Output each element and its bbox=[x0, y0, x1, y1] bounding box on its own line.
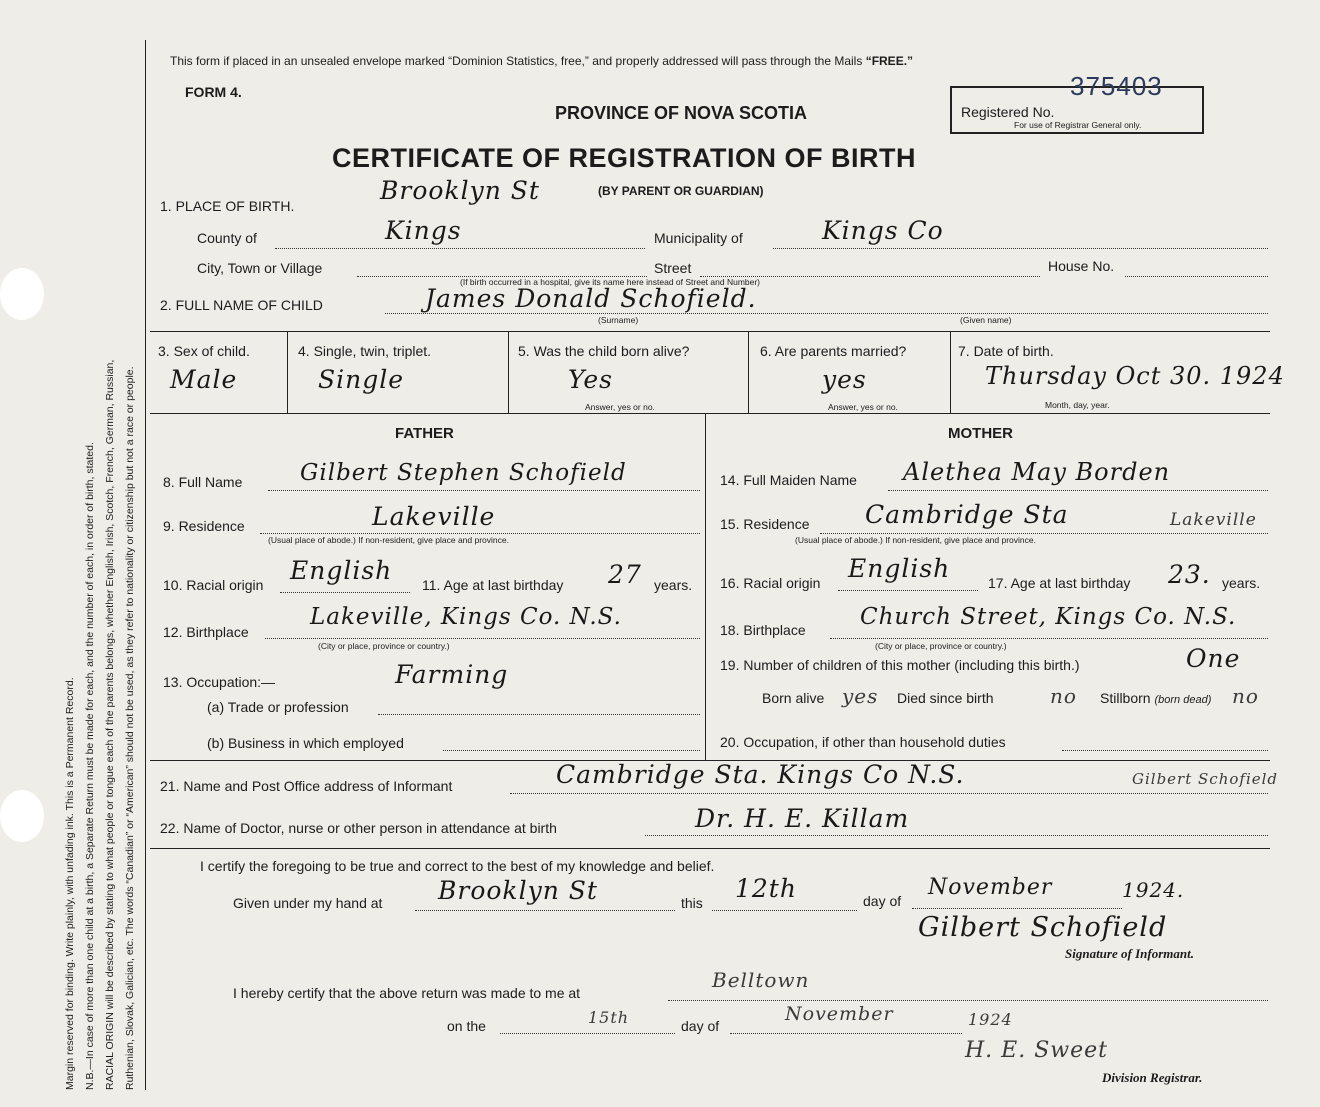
city-label: City, Town or Village bbox=[197, 260, 323, 276]
father-age-value: 27 bbox=[608, 560, 642, 589]
born-alive-count-label: Born alive bbox=[762, 690, 825, 706]
business-label: (b) Business in which employed bbox=[207, 735, 404, 751]
stillborn-value: no bbox=[1232, 684, 1259, 708]
given-name-note: (Given name) bbox=[960, 315, 1012, 325]
plurality-label: 4. Single, twin, triplet. bbox=[298, 343, 432, 359]
mother-age-value: 23. bbox=[1168, 560, 1211, 589]
by-parent-note: (BY PARENT OR GUARDIAN) bbox=[598, 184, 764, 198]
registrar-place-value: Belltown bbox=[712, 968, 810, 992]
registrar-day-value: 15th bbox=[588, 1008, 630, 1027]
mother-birthplace-note: (City or place, province or country.) bbox=[875, 641, 1007, 651]
mother-abode-note: (Usual place of abode.) If non-resident, give place and province. bbox=[795, 535, 1036, 545]
house-label: House No. bbox=[1048, 258, 1115, 274]
father-birthplace-label: 12. Birthplace bbox=[163, 624, 249, 640]
child-name-label: 2. FULL NAME OF CHILD bbox=[160, 297, 323, 313]
informant-label: 21. Name and Post Office address of Informant bbox=[160, 778, 453, 794]
father-name-value: Gilbert Stephen Schofield bbox=[300, 460, 627, 486]
registered-number: 375403 bbox=[1070, 71, 1163, 101]
married-value: yes bbox=[822, 365, 867, 394]
signature-label: Signature of Informant. bbox=[1065, 946, 1194, 961]
married-note: Answer, yes or no. bbox=[828, 402, 898, 412]
plurality-value: Single bbox=[318, 365, 405, 394]
father-name-label: 8. Full Name bbox=[163, 474, 243, 490]
margin-note-2: N.B.—In case of more than one child at a birth, a Separate Return must be made for each, and the number of each, in order of birth, stated. bbox=[84, 442, 96, 1090]
surname-note: (Surname) bbox=[598, 315, 639, 325]
mother-years: years. bbox=[1222, 575, 1261, 591]
registrar-month-value: November bbox=[785, 1003, 894, 1025]
father-heading: FATHER bbox=[395, 425, 454, 442]
county-label: County of bbox=[197, 230, 257, 246]
doctor-label: 22. Name of Doctor, nurse or other person in attendance at birth bbox=[160, 820, 557, 836]
registrar-use-note: For use of Registrar General only. bbox=[1014, 120, 1142, 130]
died-since-label: Died since birth bbox=[897, 690, 994, 706]
registrar-year-value: 1924 bbox=[968, 1010, 1013, 1029]
given-under-label: Given under my hand at bbox=[233, 895, 383, 911]
father-race-label: 10. Racial origin bbox=[163, 577, 264, 593]
on-the-label: on the bbox=[447, 1018, 486, 1034]
year-value: 1924. bbox=[1122, 878, 1185, 902]
father-residence-value: Lakeville bbox=[372, 502, 496, 531]
children-count-label: 19. Number of children of this mother (including this birth.) bbox=[720, 657, 1080, 673]
margin-note-3: RACIAL ORIGIN will be described by stating to what people or tongue each of the parents belongs, whether English, Irish, Scotch, French, German, Russian, bbox=[104, 359, 116, 1090]
page-title: CERTIFICATE OF REGISTRATION OF BIRTH bbox=[332, 143, 916, 173]
mother-residence-extra: Lakeville bbox=[1170, 510, 1257, 530]
father-abode-note: (Usual place of abode.) If non-resident, give place and province. bbox=[268, 535, 509, 545]
father-birthplace-note: (City or place, province or country.) bbox=[318, 641, 450, 651]
father-race-value: English bbox=[290, 556, 393, 585]
father-years: years. bbox=[654, 577, 693, 593]
dob-value: Thursday Oct 30. 1924 bbox=[985, 362, 1285, 390]
mother-occupation-label: 20. Occupation, if other than household duties bbox=[720, 734, 1006, 750]
place-of-birth-value: Brooklyn St bbox=[380, 176, 540, 205]
this-label: this bbox=[681, 895, 703, 911]
born-alive-value: Yes bbox=[568, 365, 613, 394]
day-value: 12th bbox=[735, 874, 797, 903]
street-label: Street bbox=[654, 260, 692, 276]
informant-signature: Gilbert Schofield bbox=[918, 912, 1168, 943]
children-count-value: One bbox=[1186, 644, 1241, 673]
form-number: FORM 4. bbox=[185, 84, 242, 100]
mail-notice: This form if placed in an unsealed envelope marked “Dominion Statistics, free,” and properly addressed will pass through the Mails “FREE.” bbox=[170, 54, 914, 68]
mother-heading: MOTHER bbox=[948, 425, 1013, 442]
trade-label: (a) Trade or profession bbox=[207, 699, 349, 715]
mother-residence-value: Cambridge Sta bbox=[865, 500, 1069, 529]
informant-name: Gilbert Schofield bbox=[1132, 770, 1279, 788]
informant-value: Cambridge Sta. Kings Co N.S. bbox=[556, 760, 965, 789]
margin-note-4: Ruthenian, Slovak, Galician, etc. The words “Canadian” or “American” should not be used, as they refer to nationality or citizenship but not a race or people. bbox=[124, 366, 136, 1090]
sex-label: 3. Sex of child. bbox=[158, 343, 250, 359]
certify-text: I certify the foregoing to be true and correct to the best of my knowledge and belief. bbox=[200, 858, 715, 874]
mother-birthplace-value: Church Street, Kings Co. N.S. bbox=[860, 604, 1237, 630]
margin-note-1: Margin reserved for binding. Write plainly, with unfading ink. This is a Permanent Record. bbox=[64, 677, 76, 1090]
punch-hole-bottom bbox=[0, 790, 44, 842]
born-alive-label: 5. Was the child born alive? bbox=[518, 343, 690, 359]
punch-hole-top bbox=[0, 268, 44, 320]
given-place-value: Brooklyn St bbox=[438, 876, 598, 905]
born-alive-count-value: yes bbox=[842, 684, 879, 708]
hospital-note: (If birth occurred in a hospital, give its name here instead of Street and Number) bbox=[460, 277, 761, 287]
municipality-label: Municipality of bbox=[654, 230, 743, 246]
mother-race-value: English bbox=[848, 554, 951, 583]
born-alive-note: Answer, yes or no. bbox=[585, 402, 655, 412]
dob-label: 7. Date of birth. bbox=[958, 343, 1054, 359]
margin-rule bbox=[145, 40, 146, 1090]
father-occupation-value: Farming bbox=[395, 660, 509, 689]
day-of-label: day of bbox=[863, 893, 902, 909]
mother-name-value: Alethea May Borden bbox=[903, 458, 1171, 486]
county-value: Kings bbox=[385, 216, 462, 245]
municipality-value: Kings Co bbox=[822, 216, 944, 245]
stillborn-label: Stillborn (born dead) bbox=[1100, 690, 1212, 706]
month-value: November bbox=[928, 875, 1053, 900]
mother-name-label: 14. Full Maiden Name bbox=[720, 472, 857, 488]
province-heading: PROVINCE OF NOVA SCOTIA bbox=[555, 103, 808, 123]
child-name-value: James Donald Schofield. bbox=[425, 284, 757, 313]
father-birthplace-value: Lakeville, Kings Co. N.S. bbox=[310, 604, 622, 630]
died-since-value: no bbox=[1050, 684, 1077, 708]
registered-label: Registered No. bbox=[961, 104, 1055, 120]
doctor-value: Dr. H. E. Killam bbox=[695, 804, 910, 833]
married-label: 6. Are parents married? bbox=[760, 343, 907, 359]
father-occupation-label: 13. Occupation:— bbox=[163, 674, 276, 690]
father-residence-label: 9. Residence bbox=[163, 518, 245, 534]
mother-race-label: 16. Racial origin bbox=[720, 575, 821, 591]
registrar-label: Division Registrar. bbox=[1102, 1070, 1203, 1085]
registrar-signature: H. E. Sweet bbox=[965, 1038, 1108, 1063]
sex-value: Male bbox=[170, 365, 238, 394]
registrar-day-of-label: day of bbox=[681, 1018, 720, 1034]
mother-age-label: 17. Age at last birthday bbox=[988, 575, 1131, 591]
dob-note: Month, day, year. bbox=[1045, 400, 1110, 410]
mother-birthplace-label: 18. Birthplace bbox=[720, 622, 806, 638]
place-of-birth-label: 1. PLACE OF BIRTH. bbox=[160, 198, 295, 214]
registrar-certify-text: I hereby certify that the above return was made to me at bbox=[233, 985, 581, 1001]
father-age-label: 11. Age at last birthday bbox=[422, 577, 564, 593]
mother-residence-label: 15. Residence bbox=[720, 516, 810, 532]
